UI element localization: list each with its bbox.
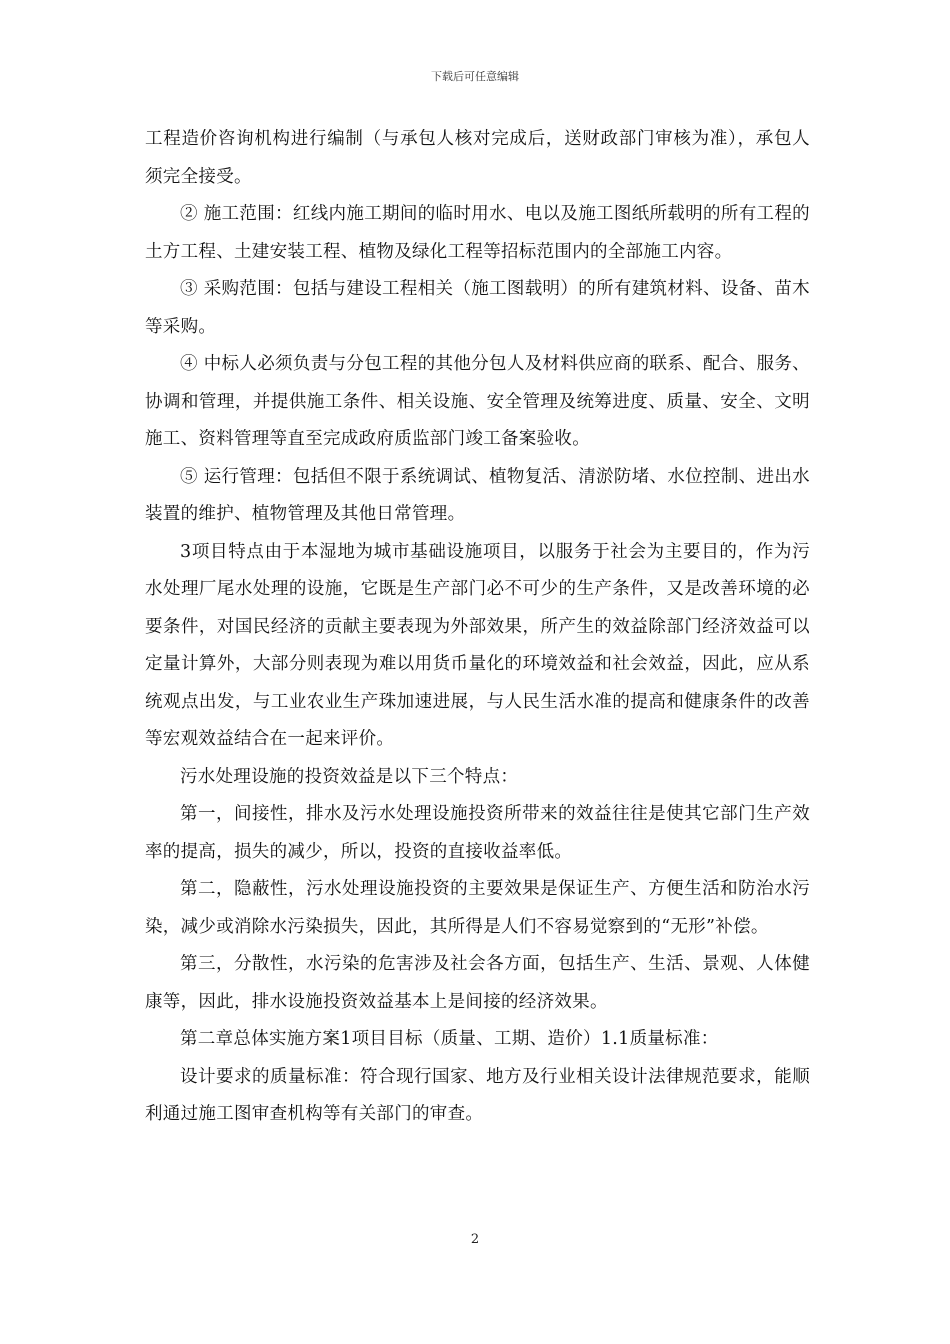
paragraph-feature-dispersed: 第三，分散性，水污染的危害涉及社会各方面，包括生产、生活、景观、人体健康等，因此，排水设施投资效益基本上是间接的经济效果。 <box>145 954 810 1012</box>
paragraph-feature-indirect: 第一，间接性，排水及污水处理设施投资所带来的效益往往是使其它部门生产效率的提高，损失的减少，所以，投资的直接收益率低。 <box>145 804 810 862</box>
paragraph-project-features: 3项目特点由于本湿地为城市基础设施项目，以服务于社会为主要目的，作为污水处理厂尾水处理的设施，它既是生产部门必不可少的生产条件，又是改善环境的必要条件，对国民经济的贡献主要表现为外部效果，所产生的效益除部门经济效益可以定量计算外，大部分则表现为难以用货币量化的环境效益和社会效益，因此，应从系统观点出发，与工业农业生产珠加速进展，与人民生活水准的提高和健康条件的改善等宏观效益结合在一起来评价。 <box>145 541 810 749</box>
paragraph-continuation: 工程造价咨询机构进行编制（与承包人核对完成后，送财政部门审核为准），承包人须完全接受。 <box>145 129 810 187</box>
page-header: 下载后可任意编辑 <box>431 70 519 83</box>
page-number: 2 <box>470 1232 480 1247</box>
document-body <box>145 121 810 1134</box>
paragraph-procurement-scope: ③ 采购范围：包括与建设工程相关（施工图载明）的所有建筑材料、设备、苗木等采购。 <box>145 279 810 337</box>
paragraph-chapter-two-heading: 第二章总体实施方案1项目目标（质量、工期、造价）1.1质量标准： <box>180 1029 719 1049</box>
paragraph-investment-features-intro: 污水处理设施的投资效益是以下三个特点： <box>180 766 519 787</box>
paragraph-bidder-responsibility: ④ 中标人必须负责与分包工程的其他分包人及材料供应商的联系、配合、服务、协调和管理，并提供施工条件、相关设施、安全管理及统筹进度、质量、安全、文明施工、资料管理等直至完成政府质监部门竣工备案验收。 <box>145 354 810 449</box>
paragraph-quality-standard: 设计要求的质量标准：符合现行国家、地方及行业相关设计法律规范要求，能顺利通过施工图审查机构等有关部门的审查。 <box>145 1066 810 1124</box>
paragraph-construction-scope: ② 施工范围：红线内施工期间的临时用水、电以及施工图纸所载明的所有工程的土方工程、土建安装工程、植物及绿化工程等招标范围内的全部施工内容。 <box>145 204 810 262</box>
paragraph-feature-hidden: 第二，隐蔽性，污水处理设施投资的主要效果是保证生产、方便生活和防治水污染，减少或消除水污染损失，因此，其所得是人们不容易觉察到的“无形”补偿。 <box>145 879 810 937</box>
paragraph-operation-management: ⑤ 运行管理：包括但不限于系统调试、植物复活、清淤防堵、水位控制、进出水装置的维护、植物管理及其他日常管理。 <box>145 466 810 524</box>
